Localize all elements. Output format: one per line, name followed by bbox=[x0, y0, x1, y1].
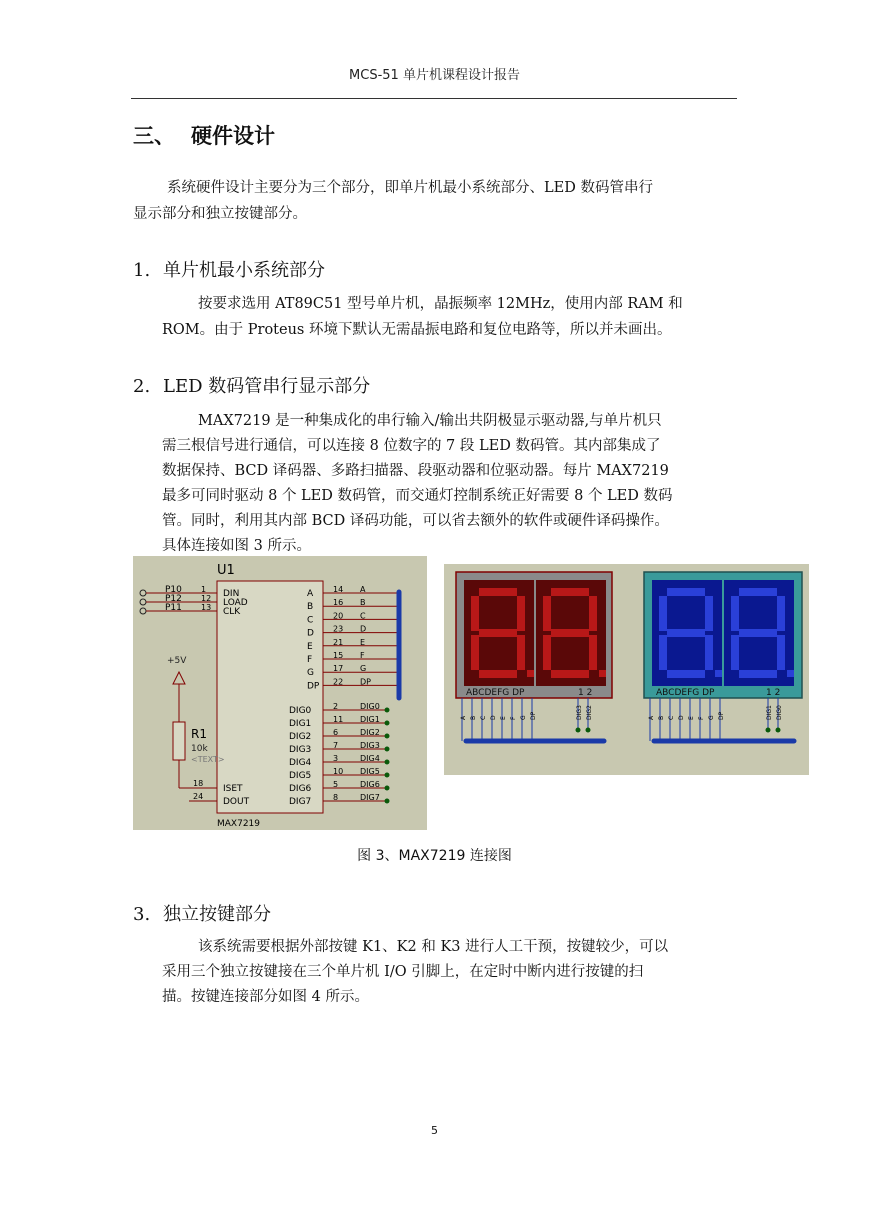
display-dig-label: DIG3 bbox=[576, 705, 583, 720]
segment-pin-label: G bbox=[307, 668, 314, 679]
segment-mark bbox=[705, 635, 713, 670]
segment-mark bbox=[551, 670, 589, 678]
digit-junction-icon bbox=[385, 734, 390, 739]
segment-net-label: G bbox=[360, 664, 367, 674]
digit-junction-icon bbox=[385, 773, 390, 778]
segment-mark bbox=[739, 670, 777, 678]
display-pin-label: C bbox=[668, 715, 675, 720]
digit-junction-icon bbox=[385, 708, 390, 713]
segment-mark bbox=[551, 629, 589, 637]
input-pin-number: 13 bbox=[201, 603, 212, 612]
segment-net-label: E bbox=[360, 637, 366, 647]
segment-pin-label: DP bbox=[307, 681, 320, 692]
decimal-point-mark bbox=[715, 670, 722, 677]
segment-mark bbox=[589, 635, 597, 670]
input-pin-label: LOAD bbox=[223, 598, 248, 608]
segment-mark bbox=[471, 596, 479, 631]
digit-junction-icon bbox=[385, 760, 390, 765]
input-pin-number: 12 bbox=[201, 594, 212, 603]
display-pin-label: G bbox=[520, 715, 527, 720]
digit-junction-icon bbox=[385, 721, 390, 726]
segment-mark bbox=[589, 596, 597, 631]
segment-net-label: A bbox=[360, 585, 366, 594]
segment-pin-label: C bbox=[307, 615, 314, 626]
digit-pin-label: DIG4 bbox=[289, 758, 312, 768]
segment-pin-label: E bbox=[307, 641, 313, 652]
subsection-1-title: 单片机最小系统部分 bbox=[163, 260, 325, 281]
segment-mark bbox=[543, 635, 551, 670]
chip-part: MAX7219 bbox=[217, 819, 260, 829]
segment-mark bbox=[777, 596, 785, 631]
resistor-text: <TEXT> bbox=[191, 755, 225, 764]
header-rule bbox=[131, 98, 737, 99]
segment-pin-label: D bbox=[307, 628, 314, 639]
sub1-line-1: 按要求选用 AT89C51 型号单片机，晶振频率 12MHz，使用内部 RAM 和 bbox=[198, 296, 683, 312]
segment-mark bbox=[479, 670, 517, 678]
segment-net-label: F bbox=[360, 651, 365, 660]
resistor-r1 bbox=[173, 722, 185, 760]
digit-pin-label: DIG5 bbox=[289, 771, 312, 781]
subsection-2-heading bbox=[133, 372, 370, 398]
chip-name: U1 bbox=[217, 563, 235, 578]
sub2-line-3: 数据保持、BCD 译码器、多路扫描器、段驱动器和位驱动器。每片 MAX7219 bbox=[162, 463, 669, 479]
digit-net-label: DIG1 bbox=[360, 715, 380, 724]
input-pin-label: DIN bbox=[223, 589, 240, 599]
section-heading bbox=[133, 120, 275, 150]
sub2-line-6: 具体连接如图 3 所示。 bbox=[162, 538, 311, 554]
display-dig-junction-icon bbox=[586, 728, 591, 733]
digit-pin-label: DIG1 bbox=[289, 719, 312, 729]
input-pin-label: CLK bbox=[223, 607, 241, 617]
segment-mark bbox=[739, 588, 777, 596]
left-pin-label: ISET bbox=[223, 784, 243, 794]
segment-mark bbox=[731, 596, 739, 631]
red-display-label: ABCDEFG DP bbox=[466, 688, 525, 698]
blue-display-label: ABCDEFG DP bbox=[656, 688, 715, 698]
digit-pin-label: DIG6 bbox=[289, 784, 312, 794]
display-pin-label: D bbox=[490, 715, 497, 720]
segment-pin-number: 16 bbox=[333, 598, 344, 608]
intro-line-1: 系统硬件设计主要分为三个部分，即单片机最小系统部分、LED 数码管串行 bbox=[167, 180, 653, 196]
section-title: 硬件设计 bbox=[191, 124, 275, 148]
subsection-1-number: 1. bbox=[133, 260, 151, 281]
subsection-3-heading bbox=[133, 900, 271, 926]
digit-net-label: DIG3 bbox=[360, 741, 380, 750]
digit-pin-label: DIG7 bbox=[289, 797, 312, 807]
segment-mark bbox=[551, 588, 589, 596]
digit-pin-number: 6 bbox=[333, 728, 339, 737]
power-label: +5V bbox=[167, 656, 187, 666]
sub2-line-4: 最多可同时驱动 8 个 LED 数码管，而交通灯控制系统正好需要 8 个 LED 数码 bbox=[162, 488, 673, 504]
display-pin-label: F bbox=[698, 716, 705, 720]
segment-pin-number: 23 bbox=[333, 624, 344, 634]
segment-mark bbox=[517, 635, 525, 670]
page-number: 5 bbox=[431, 1124, 438, 1137]
display-pin-label: C bbox=[480, 715, 487, 720]
digit-net-label: DIG7 bbox=[360, 793, 380, 802]
subsection-3-number: 3. bbox=[133, 904, 151, 925]
segment-net-label: D bbox=[360, 624, 367, 634]
sub3-line-2: 采用三个独立按键接在三个单片机 I/O 引脚上，在定时中断内进行按键的扫 bbox=[162, 964, 644, 980]
resistor-value: 10k bbox=[191, 744, 208, 754]
sub2-line-1: MAX7219 是一种集成化的串行输入/输出共阴极显示驱动器,与单片机只 bbox=[198, 413, 662, 429]
digit-junction-icon bbox=[385, 747, 390, 752]
max7219-schematic bbox=[133, 556, 427, 830]
segment-mark bbox=[659, 596, 667, 631]
decimal-point-mark bbox=[599, 670, 606, 677]
display-pin-label: B bbox=[470, 715, 477, 720]
digit-net-label: DIG2 bbox=[360, 728, 380, 737]
segment-pin-label: F bbox=[307, 655, 313, 665]
digit-junction-icon bbox=[385, 799, 390, 804]
digit-pin-number: 8 bbox=[333, 793, 339, 802]
sub2-line-2: 需三根信号进行通信，可以连接 8 位数字的 7 段 LED 数码管。其内部集成了 bbox=[162, 438, 661, 454]
digit-pin-label: DIG2 bbox=[289, 732, 312, 742]
subsection-1-heading bbox=[133, 256, 325, 282]
segment-pin-number: 20 bbox=[333, 611, 344, 621]
segment-pin-label: B bbox=[307, 602, 314, 613]
digit-pin-number: 7 bbox=[333, 741, 339, 750]
display-pin-label: DP bbox=[530, 711, 537, 720]
section-number: 三、 bbox=[133, 124, 175, 148]
digit-pin-label: DIG0 bbox=[289, 706, 312, 716]
digit-pin-number: 5 bbox=[333, 780, 339, 789]
digit-net-label: DIG6 bbox=[360, 780, 380, 789]
input-net-label: P12 bbox=[165, 594, 182, 604]
segment-mark bbox=[479, 588, 517, 596]
display-dig-junction-icon bbox=[776, 728, 781, 733]
sub3-line-1: 该系统需要根据外部按键 K1、K2 和 K3 进行人工干预，按键较少，可以 bbox=[198, 939, 669, 955]
digit-pin-number: 2 bbox=[333, 702, 339, 711]
segment-mark bbox=[471, 635, 479, 670]
segment-mark bbox=[667, 670, 705, 678]
segment-mark bbox=[667, 629, 705, 637]
segment-pin-number: 15 bbox=[333, 651, 344, 660]
subsection-2-title: LED 数码管串行显示部分 bbox=[163, 376, 371, 397]
display-pin-label: E bbox=[688, 716, 695, 720]
segment-pin-number: 22 bbox=[333, 677, 344, 687]
display-pin-label: D bbox=[678, 715, 685, 720]
left-pin-number: 18 bbox=[193, 779, 204, 788]
display-dig-label: DIG2 bbox=[586, 705, 593, 720]
display-pin-label: G bbox=[708, 715, 715, 720]
display-dig-junction-icon bbox=[766, 728, 771, 733]
segment-mark bbox=[667, 588, 705, 596]
segment-mark bbox=[517, 596, 525, 631]
display-dig-junction-icon bbox=[576, 728, 581, 733]
page-header: MCS-51 单片机课程设计报告 bbox=[349, 68, 520, 83]
segment-mark bbox=[739, 629, 777, 637]
left-pin-number: 24 bbox=[193, 792, 204, 801]
display-pin-label: A bbox=[648, 715, 655, 720]
digit-pin-number: 11 bbox=[333, 715, 344, 724]
subsection-3-title: 独立按键部分 bbox=[163, 904, 271, 925]
intro-line-2: 显示部分和独立按键部分。 bbox=[133, 206, 307, 222]
segment-net-label: B bbox=[360, 598, 366, 608]
segment-pin-number: 17 bbox=[333, 664, 344, 674]
sub3-line-3: 描。按键连接部分如图 4 所示。 bbox=[162, 989, 369, 1005]
sub1-line-2: ROM。由于 Proteus 环境下默认无需晶振电路和复位电路等，所以并未画出。 bbox=[162, 322, 672, 338]
digit-net-label: DIG4 bbox=[360, 754, 380, 763]
display-pin-label: E bbox=[500, 716, 507, 720]
figure-caption: 图 3、MAX7219 连接图 bbox=[357, 848, 512, 864]
digit-net-label: DIG5 bbox=[360, 767, 380, 776]
input-net-label: P10 bbox=[165, 585, 182, 595]
digit-junction-icon bbox=[385, 786, 390, 791]
decimal-point-mark bbox=[787, 670, 794, 677]
display-pin-label: B bbox=[658, 715, 665, 720]
digit-net-label: DIG0 bbox=[360, 702, 380, 711]
left-pin-label: DOUT bbox=[223, 797, 250, 807]
decimal-point-mark bbox=[527, 670, 534, 677]
segment-mark bbox=[705, 596, 713, 631]
subsection-2-number: 2. bbox=[133, 376, 151, 397]
segment-net-label: C bbox=[360, 611, 366, 621]
display-dig-label: DIG0 bbox=[776, 705, 783, 720]
display-pin-label: F bbox=[510, 716, 517, 720]
display-dig-label: DIG1 bbox=[766, 705, 773, 720]
red-display-digits: 1 2 bbox=[578, 688, 593, 698]
input-net-label: P11 bbox=[165, 603, 182, 613]
digit-pin-label: DIG3 bbox=[289, 745, 312, 755]
segment-mark bbox=[479, 629, 517, 637]
display-pin-label: A bbox=[460, 715, 467, 720]
digit-pin-number: 3 bbox=[333, 754, 339, 763]
segment-mark bbox=[731, 635, 739, 670]
led-display-panel bbox=[444, 564, 809, 775]
blue-display-digits: 1 2 bbox=[766, 688, 781, 698]
digit-pin-number: 10 bbox=[333, 767, 344, 776]
segment-mark bbox=[777, 635, 785, 670]
segment-pin-label: A bbox=[307, 589, 314, 599]
segment-net-label: DP bbox=[360, 677, 371, 687]
segment-pin-number: 21 bbox=[333, 637, 344, 647]
display-pin-label: DP bbox=[718, 711, 725, 720]
segment-mark bbox=[659, 635, 667, 670]
sub2-line-5: 管。同时，利用其内部 BCD 译码功能，可以省去额外的软件或硬件译码操作。 bbox=[162, 513, 669, 529]
resistor-name: R1 bbox=[191, 727, 207, 741]
input-pin-number: 1 bbox=[201, 585, 207, 594]
segment-mark bbox=[543, 596, 551, 631]
segment-pin-number: 14 bbox=[333, 585, 344, 594]
